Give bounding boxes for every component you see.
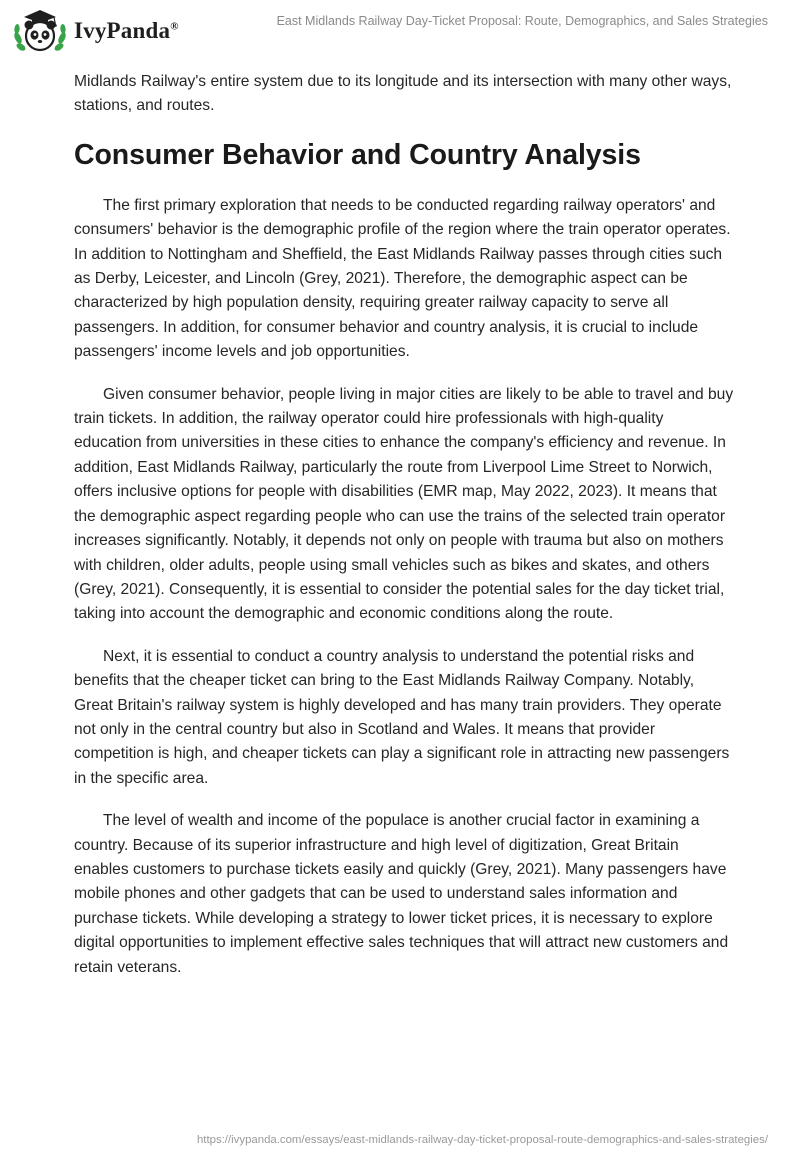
section-heading: Consumer Behavior and Country Analysis xyxy=(74,138,641,171)
article-body xyxy=(74,70,734,998)
body-paragraph-3: Next, it is essential to conduct a country analysis to understand the potential risks and benefits that the cheaper ticket can bring to the East Midlands Railway Company. Notably, Great Britain's railway system is highly developed and has many train providers. They operate not only in the central country but also in Scotland and Wales. It means that provider competition is high, and cheaper tickets can play a significant role in attracting new passengers in the specific area. xyxy=(74,647,730,787)
registered-mark: ® xyxy=(170,20,179,33)
brand-name xyxy=(74,18,179,44)
brand-text: IvyPanda xyxy=(74,18,171,43)
body-paragraph-1: The first primary exploration that needs to be conducted regarding railway operators' and consumers' behavior is the demographic profile of the region where the train operator operates. In addition to Nottingham and Sheffield, the East Midlands Railway passes through cities such as Derby, Leicester, and Lincoln (Grey, 2021). Therefore, the demographic aspect can be characterized by high population density, requiring greater railway capacity to serve all passengers. In addition, for consumer behavior and country analysis, it is crucial to include passengers' income levels and job opportunities. xyxy=(74,196,731,361)
body-paragraph-2: Given consumer behavior, people living in major cities are likely to be able to travel and buy train tickets. In addition, the railway operator could hire professionals with high-quality education from universities in these cities to enhance the company's efficiency and revenue. In addition, East Midlands Railway, particularly the route from Liverpool Lime Street to Norwich, offers inclusive options for people with disabilities (EMR map, May 2022, 2023). It means that the demographic aspect regarding people who can use the trains of the selected train operator increases significantly. Notably, it depends not only on people with trauma but also on mothers with children, older adults, people using small vehicles such as bikes and skates, and others (Grey, 2021). Consequently, it is essential to consider the potential sales for the day ticket trial, taking into account the demographic and economic conditions along the route. xyxy=(74,385,734,623)
intro-paragraph-fragment: Midlands Railway's entire system due to its longitude and its intersection with many other ways, stations, and routes. xyxy=(74,73,732,115)
document-title: East Midlands Railway Day-Ticket Proposal: Route, Demographics, and Sales Strategies xyxy=(276,14,768,28)
source-url[interactable]: https://ivypanda.com/essays/east-midlands-railway-day-ticket-proposal-route-demographics-and-sales-strategies/ xyxy=(196,1134,768,1146)
body-paragraph-4: The level of wealth and income of the populace is another crucial factor in examining a country. Because of its superior infrastructure and high level of digitization, Great Britain enables customers to purchase tickets easily and quickly (Grey, 2021). Many passengers have mobile phones and other gadgets that can be used to understand sales information and purchase tickets. While developing a strategy to lower ticket prices, it is necessary to explore digital opportunities to implement effective sales techniques that will attract new customers and retain veterans. xyxy=(74,812,729,976)
panda-graduate-icon xyxy=(12,8,68,54)
ivypanda-logo[interactable] xyxy=(12,8,179,54)
page-header xyxy=(0,0,800,60)
